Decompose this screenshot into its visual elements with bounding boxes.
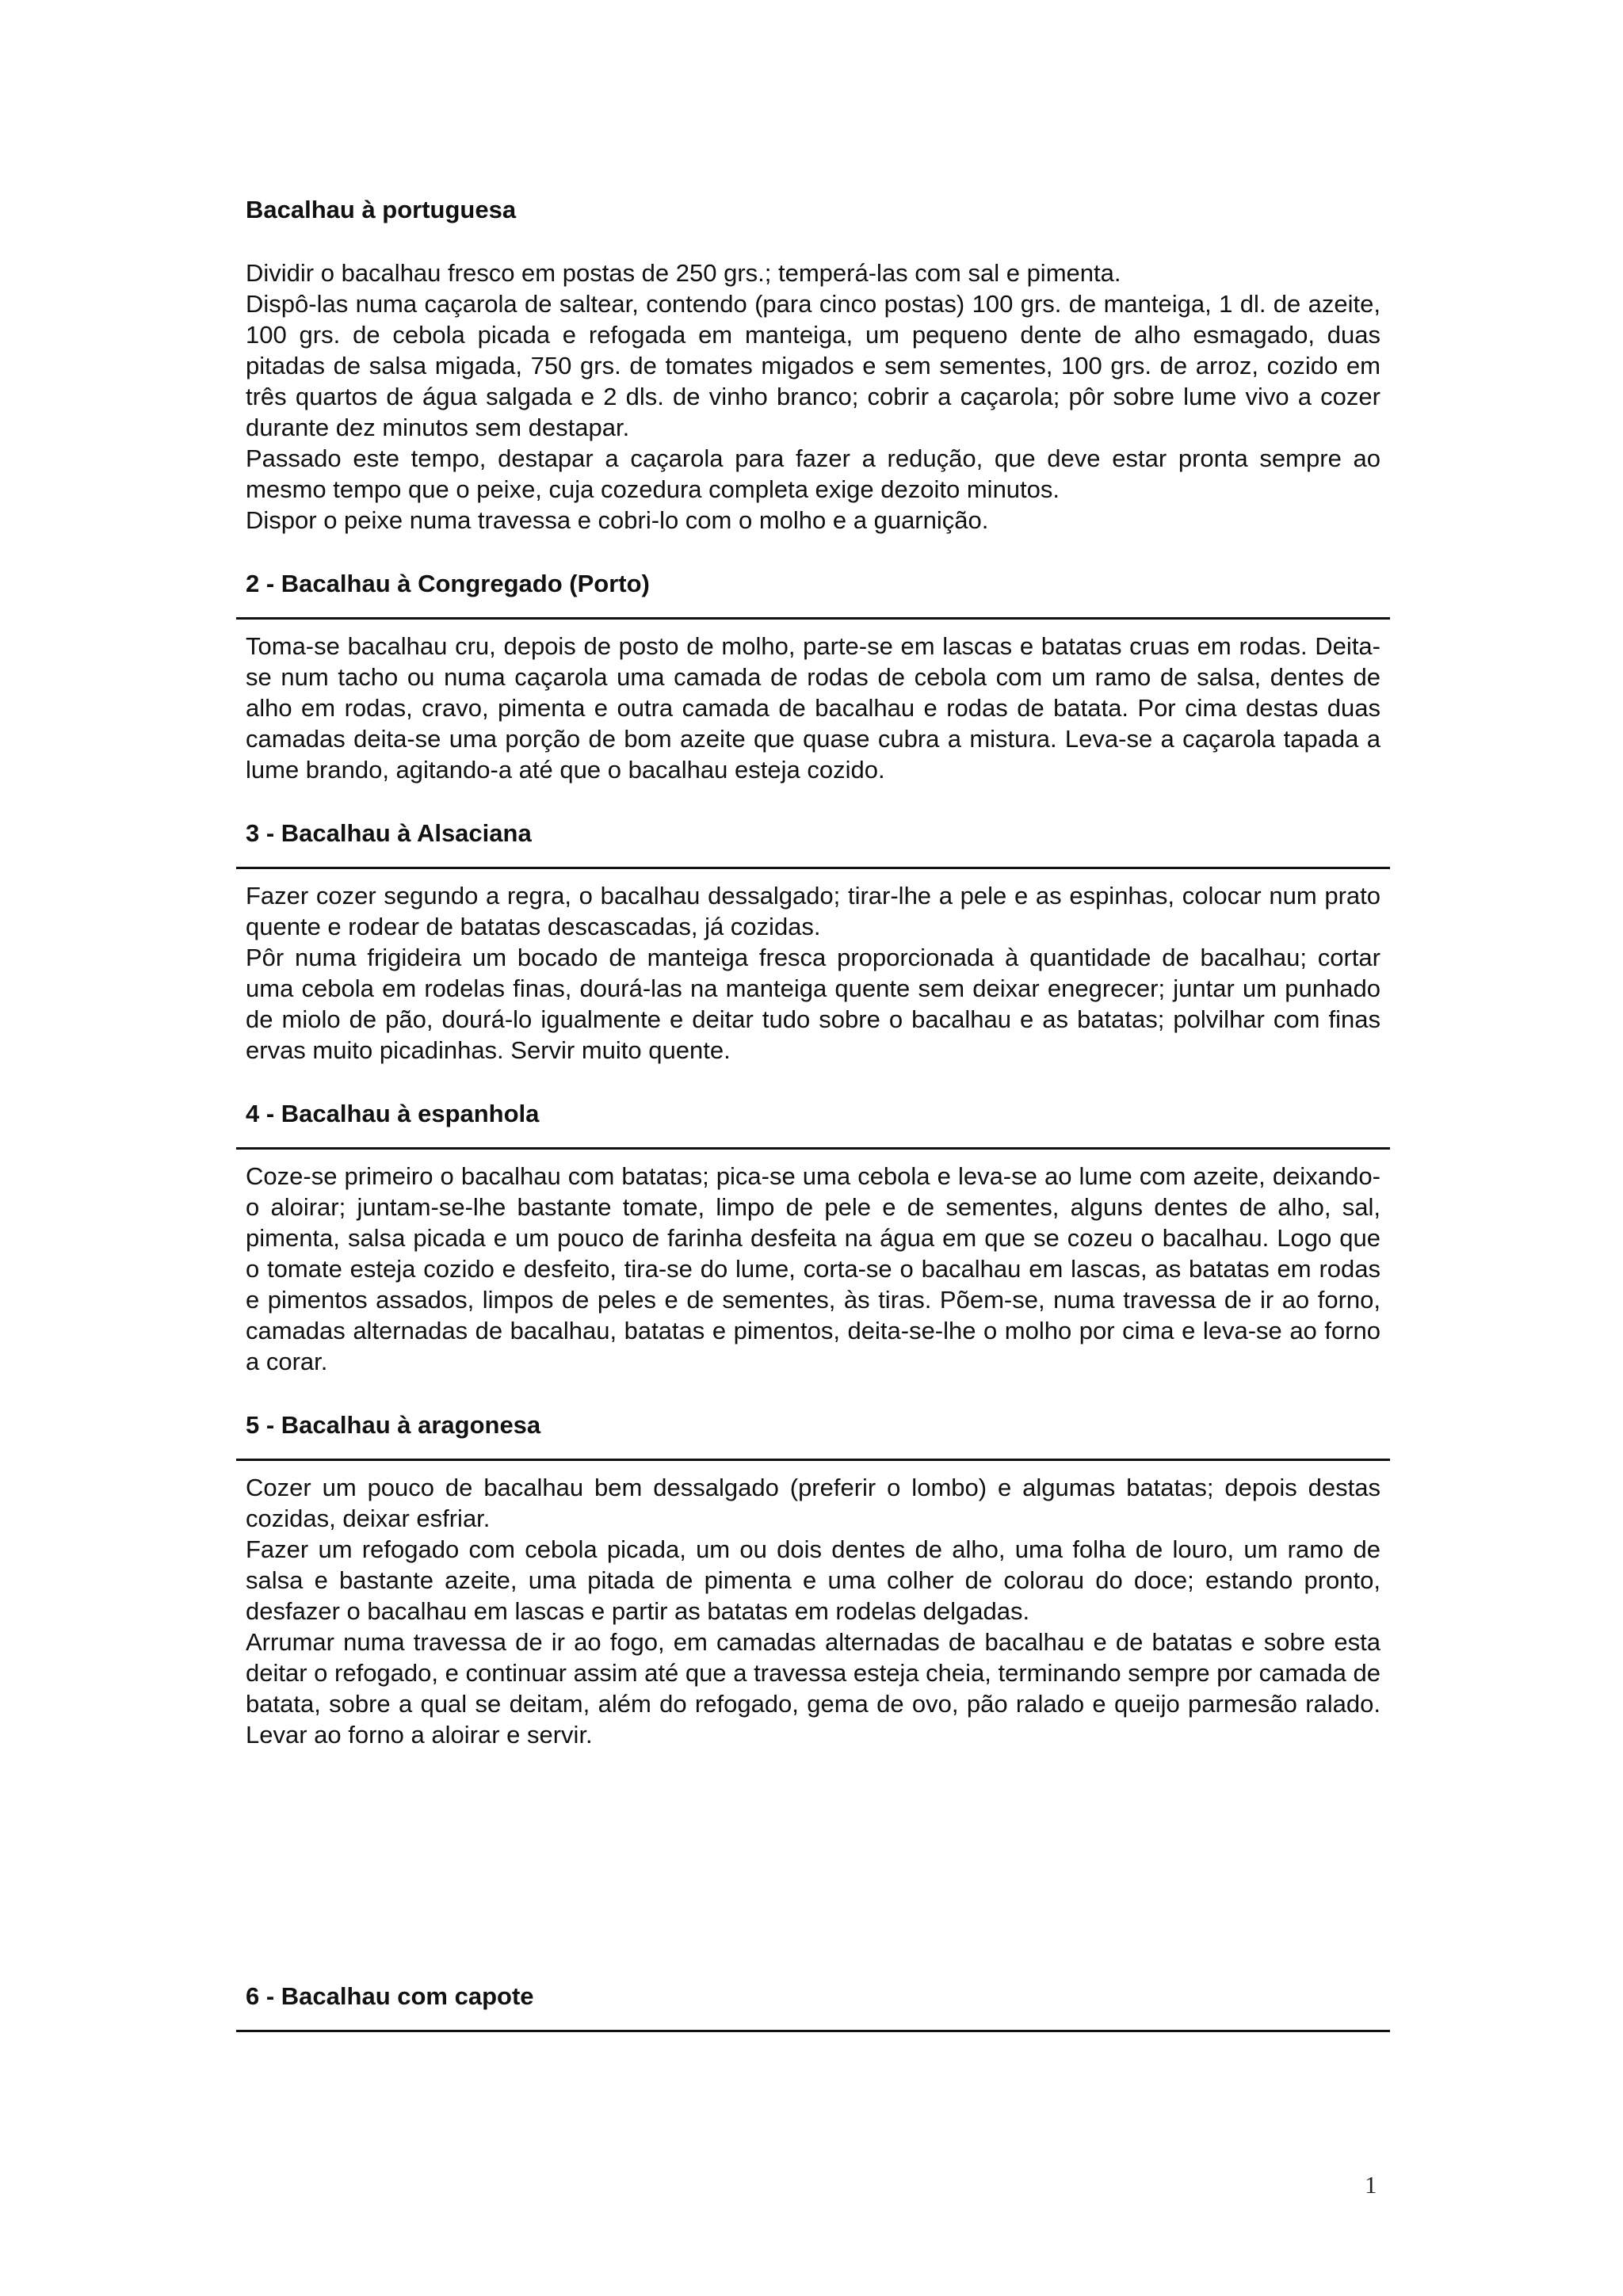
paragraph: Dividir o bacalhau fresco em postas de 250 grs.; temperá-las com sal e pimenta. — [246, 259, 1121, 287]
document-body — [246, 194, 1381, 1750]
paragraph: Fazer um refogado com cebola picada, um ou dois dentes de alho, uma folha de louro, um ramo de salsa e bastante azeite, uma pitada de pimenta e uma colher de colorau do doce; estando pronto, desfazer o bacalhau em lascas e partir as batatas em rodelas delgadas. — [246, 1535, 1381, 1625]
section-heading: 3 - Bacalhau à Alsaciana — [246, 819, 532, 847]
section-divider — [236, 1459, 1390, 1461]
paragraph: Toma-se bacalhau cru, depois de posto de molho, parte-se em lascas e batatas cruas em rodas. Deita-se num tacho ou numa caçarola uma camada de rodas de cebola com um ramo de salsa, dentes de alho em rodas, cravo, pimenta e outra camada de bacalhau e rodas de batata. Por cima destas duas camadas deita-se uma porção de bom azeite que quase cubra a mistura. Leva-se a caçarola tapada a lume brando, agitando-a até que o bacalhau esteja cozido. — [246, 632, 1381, 784]
section-divider — [236, 617, 1390, 620]
paragraph: Pôr numa frigideira um bocado de manteiga fresca proporcionada à quantidade de bacalhau; cortar uma cebola em rodelas finas, dourá-las na manteiga quente sem deixar enegrecer; juntar um punhado de miolo de pão, dourá-lo igualmente e deitar tudo sobre o bacalhau e as batatas; polvilhar com finas ervas muito picadinhas. Servir muito quente. — [246, 944, 1381, 1064]
paragraph: Dispô-las numa caçarola de saltear, contendo (para cinco postas) 100 grs. de manteiga, 1 dl. de azeite, 100 grs. de cebola picada e refogada em manteiga, um pequeno dente de alho esmagado, duas pitadas de salsa migada, 750 grs. de tomates migados e sem sementes, 100 grs. de arroz, cozido em três quartos de água salgada e 2 dls. de vinho branco; cobrir a caçarola; pôr sobre lume vivo a cozer durante dez minutos sem destapar. — [246, 290, 1381, 441]
page-number: 1 — [1365, 2171, 1377, 2199]
section-divider — [236, 1147, 1390, 1150]
section-heading: 2 - Bacalhau à Congregado (Porto) — [246, 570, 650, 597]
paragraph: Passado este tempo, destapar a caçarola para fazer a redução, que deve estar pronta sempre ao mesmo tempo que o peixe, cuja cozedura completa exige dezoito minutos. — [246, 444, 1381, 503]
paragraph: Coze-se primeiro o bacalhau com batatas; pica-se uma cebola e leva-se ao lume com azeite, deixando-o aloirar; juntam-se-lhe bastante tomate, limpo de pele e de sementes, alguns dentes de alho, sal, pimenta, salsa picada e um pouco de farinha desfeita na água em que se cozeu o bacalhau. Logo que o tomate esteja cozido e desfeito, tira-se do lume, corta-se o bacalhau em lascas, as batatas em rodas e pimentos assados, limpos de peles e de sementes, às tiras. Põem-se, numa travessa de ir ao forno, camadas alternadas de bacalhau, batatas e pimentos, deita-se-lhe o molho por cima e leva-se ao forno a corar. — [246, 1162, 1381, 1375]
recipe-title: Bacalhau à portuguesa — [246, 196, 517, 223]
recipe-section-3 — [246, 818, 1381, 1066]
paragraph: Arrumar numa travessa de ir ao fogo, em camadas alternadas de bacalhau e de batatas e sobre esta deitar o refogado, e continuar assim até que a travessa esteja cheia, terminando sempre por camada de batata, sobre a qual se deitam, além do refogado, gema de ovo, pão ralado e queijo parmesão ralado. Levar ao forno a aloirar e servir. — [246, 1628, 1381, 1749]
recipe-section-2 — [246, 568, 1381, 785]
intro-recipe — [246, 257, 1381, 536]
recipe-section-6 — [246, 1981, 1381, 2043]
section-divider — [236, 867, 1390, 869]
paragraph: Cozer um pouco de bacalhau bem dessalgado (preferir o lombo) e algumas batatas; depois destas cozidas, deixar esfriar. — [246, 1474, 1381, 1532]
section-divider — [236, 2030, 1390, 2032]
section-heading: 6 - Bacalhau com capote — [246, 1982, 534, 2010]
recipe-section-5 — [246, 1409, 1381, 1750]
paragraph: Dispor o peixe numa travessa e cobri-lo com o molho e a guarnição. — [246, 506, 989, 534]
paragraph: Fazer cozer segundo a regra, o bacalhau dessalgado; tirar-lhe a pele e as espinhas, colocar num prato quente e rodear de batatas descascadas, já cozidas. — [246, 882, 1381, 940]
section-heading: 4 - Bacalhau à espanhola — [246, 1100, 540, 1127]
section-heading: 5 - Bacalhau à aragonesa — [246, 1411, 541, 1439]
recipe-section-4 — [246, 1098, 1381, 1377]
